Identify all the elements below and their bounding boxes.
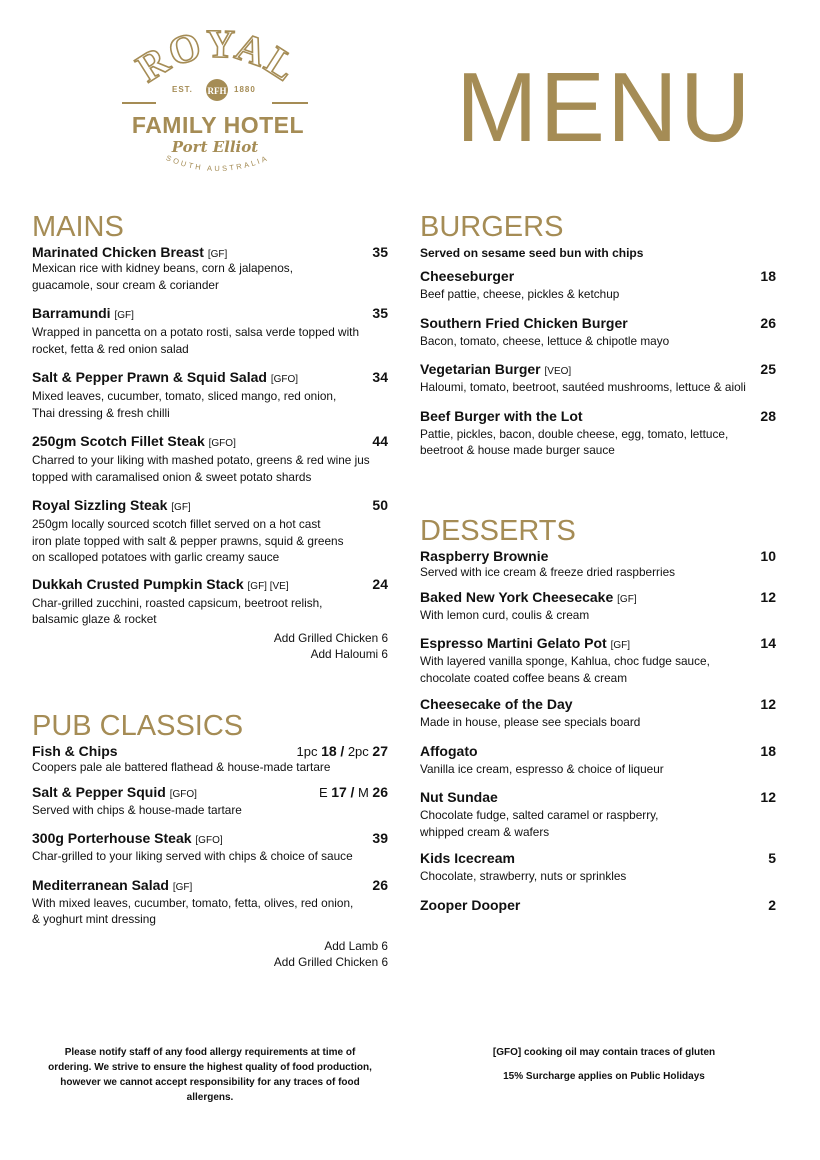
menu-item [32, 497, 388, 566]
item-desc: chocolate coated coffee beans & cream [420, 670, 628, 685]
menu-item [32, 784, 388, 819]
item-desc: Served with chips & house-made tartare [32, 802, 242, 817]
item-price: 12 [760, 588, 776, 605]
item-price: 35 [372, 305, 388, 321]
item-desc: whipped cream & wafers [420, 824, 550, 839]
mains-heading: MAINS [32, 211, 124, 243]
item-price: 12 [760, 696, 776, 712]
item-name: Cheeseburger [420, 268, 515, 284]
item-desc: topped with caramalised onion & sweet potato shards [32, 469, 312, 484]
menu-item [420, 897, 776, 913]
menu-item [32, 305, 388, 357]
item-price: 39 [372, 830, 388, 846]
item-tag: [GFO] [169, 788, 197, 800]
item-price: 25 [760, 361, 776, 377]
item-desc: With mixed leaves, cucumber, tomato, fetta, olives, red onion, [32, 895, 354, 910]
item-desc: Haloumi, tomato, beetroot, sautéed mushrooms, lettuce & aioli [420, 380, 746, 394]
item-tag: [GF] [207, 249, 228, 260]
item-desc: Mexican rice with kidney beans, corn & jalapenos, [32, 261, 293, 275]
addon: Add Grilled Chicken 6 [273, 630, 388, 645]
item-desc: Char-grilled zucchini, roasted capsicum, beetroot relish, [32, 595, 323, 610]
item-desc: Beef pattie, cheese, pickles & ketchup [420, 287, 620, 301]
item-desc: on scalloped potatoes with garlic creamy sauce [32, 550, 280, 564]
item-name: Espresso Martini Gelato Pot [420, 635, 607, 651]
burgers-subheading: Served on sesame seed bun with chips [420, 246, 644, 260]
mains-section [32, 213, 388, 663]
item-name: Affogato [420, 742, 478, 759]
item-name: 250gm Scotch Fillet Steak [32, 433, 205, 449]
item-price: 35 [372, 244, 388, 260]
svg-text:SOUTH AUSTRALIA [165, 153, 271, 173]
item-name: Salt & Pepper Prawn & Squid Salad [32, 369, 267, 385]
item-price: 44 [372, 433, 388, 449]
item-desc: Wrapped in pancetta on a potato rosti, salsa verde topped with [32, 325, 360, 339]
logo-region: SOUTH AUSTRALIA [164, 153, 271, 174]
item-price: 14 [760, 635, 776, 651]
item-name: Beef Burger with the Lot [420, 407, 583, 424]
item-name: Salt & Pepper Squid [32, 783, 166, 800]
allergy-line: allergens. [186, 1092, 234, 1103]
item-price: 18 [760, 268, 776, 284]
menu-item [32, 369, 388, 421]
item-price: 5 [768, 850, 776, 866]
item-name: Southern Fried Chicken Burger [420, 314, 628, 331]
desserts-section [420, 517, 776, 913]
logo-est-year: 1880 [234, 85, 256, 94]
addon: Add Lamb 6 [324, 938, 388, 953]
menu-item [420, 268, 776, 303]
menu-item [32, 244, 388, 293]
menu-item [420, 789, 776, 840]
item-name: Barramundi [32, 305, 111, 321]
item-price: 1pc 18 / 2pc 27 [296, 743, 388, 759]
royal-arch-logo-icon [120, 30, 315, 110]
item-desc: Mixed leaves, cucumber, tomato, sliced mango, red onion, [32, 389, 337, 403]
logo-region-arc [120, 140, 315, 190]
item-desc: With lemon curd, coulis & cream [420, 607, 590, 622]
item-desc: Charred to your liking with mashed potato, greens & red wine jus [32, 453, 370, 467]
menu-item [32, 877, 388, 928]
item-name: Baked New York Cheesecake [420, 588, 614, 605]
menu-item [32, 743, 388, 776]
allergy-line: ordering. We strive to ensure the highest quality of food production, [48, 1062, 372, 1073]
item-name: Royal Sizzling Steak [32, 497, 168, 513]
item-tag: [GF] [114, 310, 134, 321]
addon: Add Grilled Chicken 6 [273, 955, 388, 969]
item-price: 28 [760, 407, 776, 424]
item-desc: Served with ice cream & freeze dried raspberries [420, 565, 676, 579]
item-desc: beetroot & house made burger sauce [420, 443, 615, 457]
page-title: MENU [456, 52, 753, 162]
logo-place: Port Elliot [171, 138, 259, 156]
menu-item [420, 361, 776, 396]
pub-classics-heading: PUB CLASSICS [32, 710, 244, 742]
menu-item [420, 589, 776, 624]
item-tag: [GFO] [270, 374, 299, 385]
menu-item [420, 635, 776, 686]
pub-classics-section [32, 712, 388, 971]
item-name: Kids Icecream [420, 850, 515, 866]
item-desc: Char-grilled to your liking served with chips & choice of sauce [32, 849, 353, 863]
item-desc: Chocolate fudge, salted caramel or raspberry, [420, 808, 659, 822]
item-desc: Coopers pale ale battered flathead & house-made tartare [32, 760, 331, 774]
item-name: Zooper Dooper [420, 896, 521, 913]
addon: Add Haloumi 6 [310, 647, 388, 661]
footer-notes [430, 1045, 778, 1084]
logo-est-label: EST. [172, 85, 193, 94]
desserts-heading: DESSERTS [420, 515, 576, 547]
item-name: Raspberry Brownie [420, 548, 549, 564]
item-price: 26 [760, 314, 776, 331]
menu-item [32, 830, 388, 865]
item-name: Mediterranean Salad [32, 876, 169, 893]
item-tag: [GF] [617, 593, 637, 605]
item-name: Dukkah Crusted Pumpkin Stack [32, 575, 244, 592]
item-tag: [GFO] [208, 438, 236, 449]
menu-item [420, 548, 776, 581]
item-price: 18 [760, 742, 776, 759]
item-price: 10 [760, 548, 776, 564]
item-price: 50 [372, 497, 388, 513]
item-desc: rocket, fetta & red onion salad [32, 341, 189, 356]
logo-monogram: RFH [207, 86, 227, 96]
menu-item [420, 850, 776, 885]
item-price: E 17 / M 26 [318, 783, 388, 800]
item-desc: & yoghurt mint dressing [32, 912, 156, 926]
item-name: Nut Sundae [420, 789, 498, 805]
item-tag: [GF] [610, 640, 631, 651]
item-desc: 250gm locally sourced scotch fillet served on a hot cast [32, 517, 321, 531]
item-price: 24 [372, 575, 388, 592]
menu-item [420, 315, 776, 350]
item-name: Cheesecake of the Day [420, 696, 573, 712]
logo-name: FAMILY HOTEL [131, 112, 305, 138]
item-price: 12 [760, 789, 776, 805]
burgers-heading: BURGERS [420, 211, 564, 243]
menu-item [420, 743, 776, 778]
item-price: 26 [372, 876, 388, 893]
item-desc: iron plate topped with salt & pepper prawns, squid & greens [32, 533, 344, 548]
item-tag: [GF] [171, 502, 191, 513]
menu-item [420, 408, 776, 459]
item-desc: Chocolate, strawberry, nuts or sprinkles [420, 869, 627, 883]
item-desc: Thai dressing & fresh chilli [32, 405, 170, 420]
item-tag: [VEO] [544, 366, 572, 377]
item-tag: [GFO] [195, 835, 223, 846]
item-tag: [GF] [172, 881, 193, 893]
item-name: 300g Porterhouse Steak [32, 830, 192, 846]
item-desc: Pattie, pickles, bacon, double cheese, egg, tomato, lettuce, [420, 426, 729, 441]
surcharge-note: 15% Surcharge applies on Public Holidays [503, 1071, 705, 1082]
allergy-line: Please notify staff of any food allergy requirements at time of [64, 1047, 356, 1058]
item-name: Vegetarian Burger [420, 361, 541, 377]
item-desc: balsamic glaze & rocket [32, 612, 157, 626]
item-desc: With layered vanilla sponge, Kahlua, choc fudge sauce, [420, 654, 710, 668]
item-price: 34 [372, 369, 388, 385]
allergy-line: however we cannot accept responsibility for any traces of food [60, 1077, 360, 1088]
allergy-notice [40, 1045, 380, 1105]
item-desc: Made in house, please see specials board [420, 715, 641, 729]
hotel-logo [120, 30, 315, 180]
item-tag: [GF] [VE] [247, 580, 289, 592]
menu-item [32, 433, 388, 485]
gfo-note: [GFO] cooking oil may contain traces of gluten [492, 1047, 716, 1058]
item-desc: Vanilla ice cream, espresso & choice of liqueur [420, 761, 664, 776]
item-desc: Bacon, tomato, cheese, lettuce & chipotle mayo [420, 333, 670, 348]
item-name: Marinated Chicken Breast [32, 244, 204, 260]
item-price: 2 [768, 896, 776, 913]
menu-item [420, 696, 776, 731]
burgers-section [420, 213, 776, 459]
menu-item [32, 576, 388, 628]
logo-word: ROYAL [128, 30, 306, 91]
item-desc: guacamole, sour cream & coriander [32, 277, 219, 292]
item-name: Fish & Chips [32, 743, 118, 759]
